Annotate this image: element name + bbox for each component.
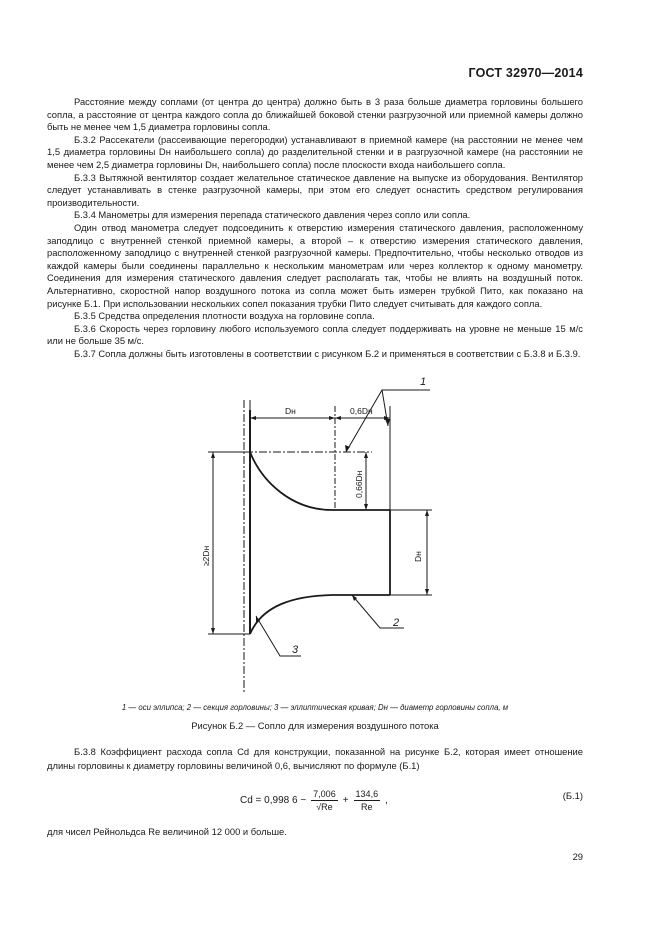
paragraph: Б.3.3 Вытяжной вентилятор создает желательное статическое давление на выпуске из оборудования. Вентилятор следует устанавливать в стенке разгрузочной камеры, при этом его следует оснастить средством регулирования производительности. [47, 171, 583, 208]
formula-number: (Б.1) [562, 790, 583, 801]
page-number: 29 [572, 851, 583, 862]
paragraph: Б.3.8 Коэффициент расхода сопла Cd для конструкции, показанной на рисунке Б.2, которая имеет отношение длины горловины к диаметру горловины величиной 0,6, вычисляют по формуле (Б.1) [47, 746, 583, 771]
fraction-2-denominator: Re [361, 801, 373, 812]
paragraph-b38 [47, 745, 583, 773]
paragraph: Б.3.4 Манометры для измерения перепада статического давления через сопло или сопла. [74, 209, 471, 221]
label-066dn: 0,66Dн [354, 470, 364, 498]
fraction-1-denominator: √Re [316, 801, 333, 812]
lower-curve [250, 595, 332, 634]
paragraph: Б.3.2 Рассекатели (рассеивающие перегородки) устанавливают в приемной камере (на расстоянии не менее чем 1,5 диаметра горловины Dн наибольшего сопла) до разделительной стенки и в разгрузочной камере (на расстоянии не менее чем 2,5 диаметра горловины Dн, наибольшего сопла) после плоскости входа наибольшего сопла. [47, 133, 583, 170]
figure-caption: Рисунок Б.2 — Сопло для измерения воздушного потока [191, 720, 439, 731]
formula-tail: , [385, 794, 388, 806]
label-2dn: ≥2Dн [201, 545, 211, 566]
callout-1: 1 [420, 376, 427, 388]
fraction-1-numerator: 7,006 [313, 788, 336, 799]
nozzle-drawing [0, 366, 661, 696]
callout-3: 3 [292, 644, 299, 656]
formula-lhs: Cd = 0,998 6 − [240, 794, 307, 806]
fraction-2 [354, 789, 381, 812]
formula-b1 [240, 780, 388, 820]
paragraph: Б.3.6 Скорость через горловину любого используемого сопла следует поддерживать на уровне не меньше 15 м/с или не больше 35 м/с. [47, 322, 583, 347]
label-dn-top: Dн [285, 406, 296, 416]
paragraph: Б.3.5 Средства определения плотности воздуха на горловине сопла. [74, 310, 375, 322]
upper-curve [250, 452, 332, 510]
formula-plus: + [342, 794, 349, 806]
paragraph-after-formula: для чисел Рейнольдса Re величиной 12 000 и больше. [47, 826, 287, 837]
paragraph: Б.3.7 Сопла должны быть изготовлены в соответствии с рисунком Б.2 и применяться в соответствии с Б.3.8 и Б.3.9. [74, 347, 581, 359]
label-06dn: 0,6Dн [350, 406, 373, 416]
nozzle-figure [0, 366, 661, 696]
callout-2: 2 [393, 617, 400, 629]
label-dn-right: Dн [413, 551, 423, 562]
figure-legend: 1 — оси эллипса; 2 — секция горловины; 3 — эллиптическая кривая; Dн — диаметр горловины сопла, м [121, 703, 509, 712]
fraction-1 [311, 789, 338, 812]
standard-header: ГОСТ 32970—2014 [468, 66, 583, 80]
paragraph: Расстояние между соплами (от центра до центра) должно быть в 3 раза больше диаметра горловины большего сопла, а расстояние от центра каждого сопла до ближайшей боковой стенки разгрузочной или приемной камеры должно быть не менее чем 1,5 диаметра горловины сопла. [47, 96, 583, 133]
body-text [47, 96, 583, 360]
paragraph: Один отвод манометра следует подсоединить к отверстию измерения статического давления, расположенному заподлицо с внутренней стенкой приемной камеры, а второй – к отверстию измерения статического давления, расположенному заподлицо с внутренней стенкой разгрузочной камеры. Предпочтительно, чтобы несколько отводов из каждой камеры были соединены параллельно к нескольким манометрам или через коллектор к одному манометру. Соединения для измерения статического давления следует располагать так, чтобы не влиять на воздушный поток. Альтернативно, скоростной напор воздушного потока из сопла может быть измерен трубкой Пито, как показано на рисунке Б.1. При использовании нескольких сопел показания трубки Пито следует считывать для каждого сопла. [47, 221, 583, 309]
fraction-2-numerator: 134,6 [355, 788, 379, 799]
